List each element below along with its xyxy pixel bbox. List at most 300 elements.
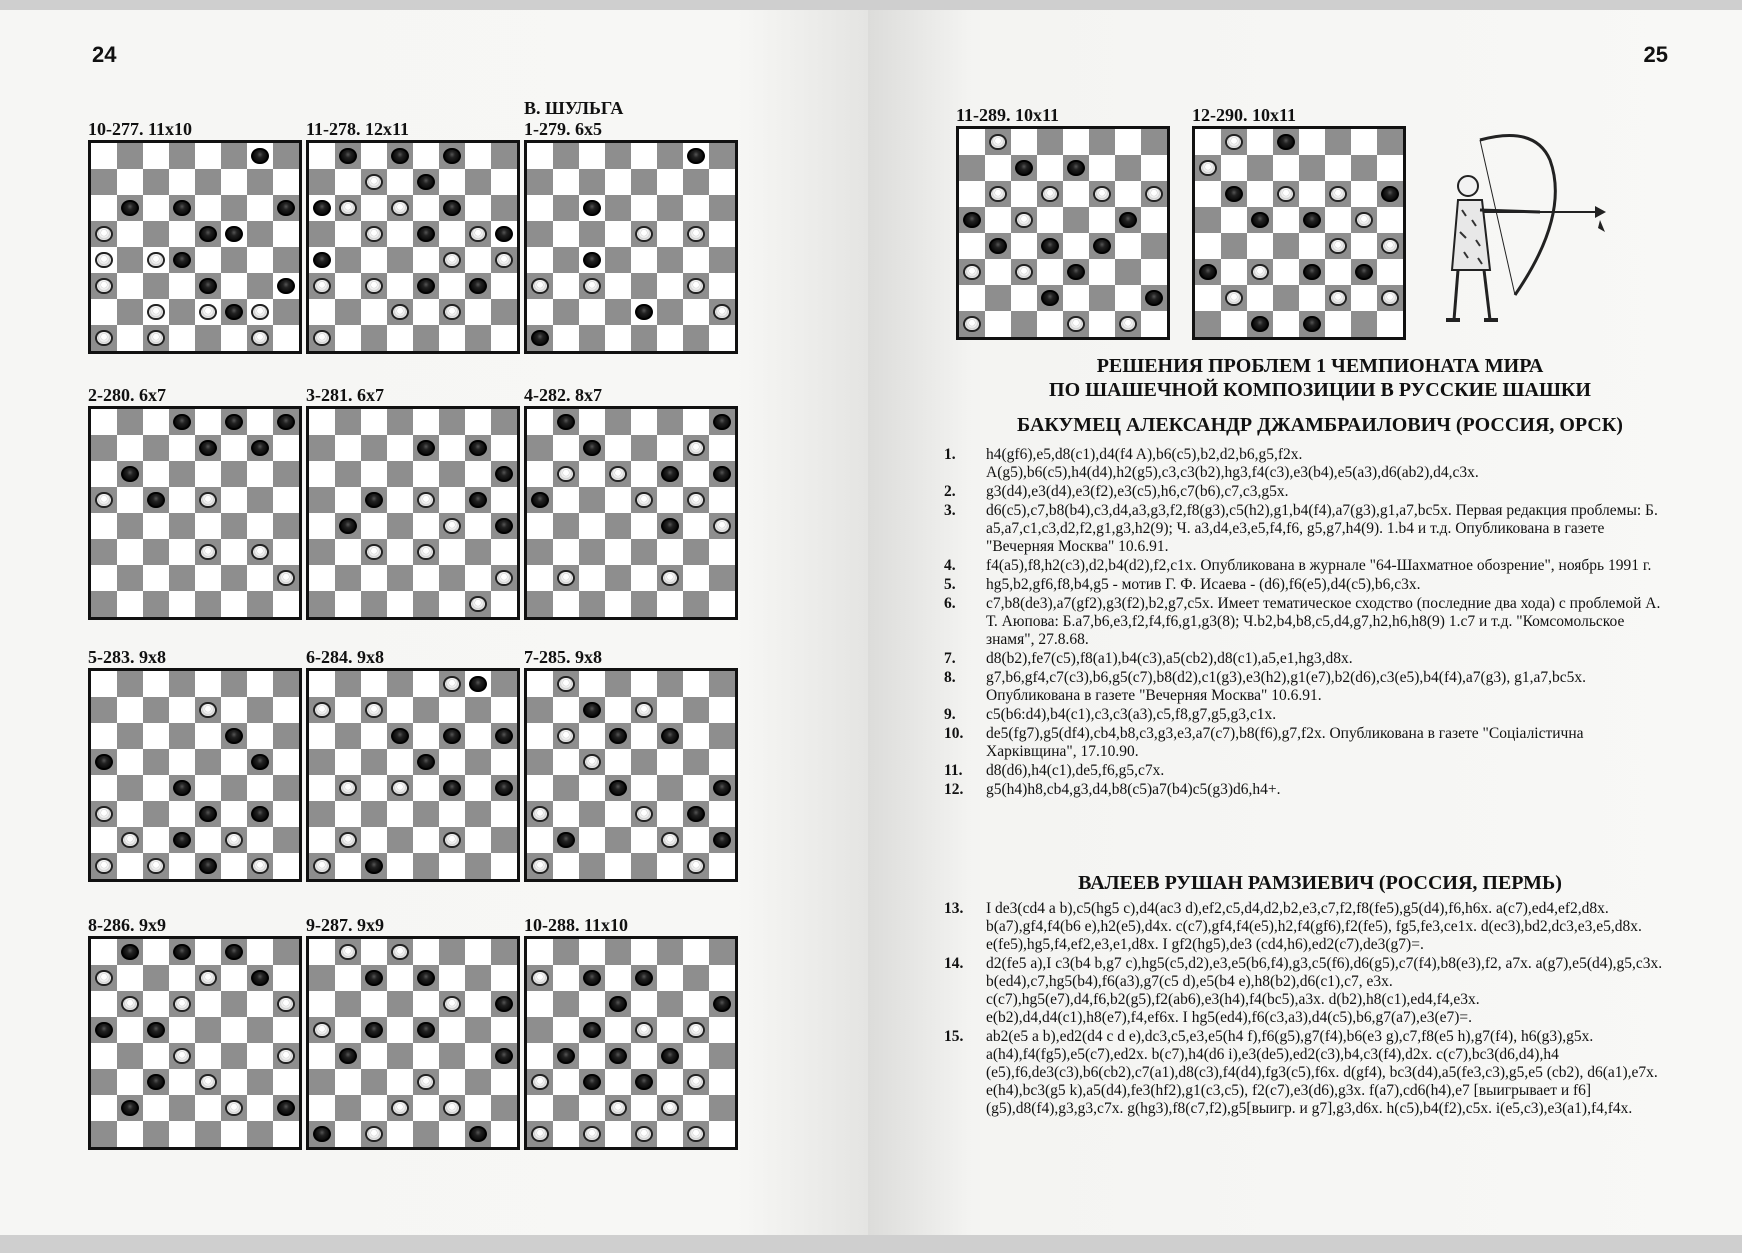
board-square: [273, 487, 299, 513]
black-checker: [121, 466, 139, 483]
board-square: [683, 565, 709, 591]
board-square: [491, 299, 517, 325]
board-square: [465, 195, 491, 221]
board-square: [195, 513, 221, 539]
board-square: [91, 1017, 117, 1043]
board-square: [309, 247, 335, 273]
board-square: [169, 697, 195, 723]
solution-entry: [944, 669, 1664, 705]
board-square: [195, 487, 221, 513]
board-square: [683, 1069, 709, 1095]
black-checker: [1251, 212, 1269, 229]
board-square: [413, 539, 439, 565]
board-square: [169, 827, 195, 853]
white-checker: [313, 858, 331, 875]
board-square: [465, 169, 491, 195]
black-checker: [225, 414, 243, 431]
white-checker: [1225, 134, 1243, 151]
board-square: [1221, 311, 1247, 337]
board-square: [683, 169, 709, 195]
board-square: [387, 461, 413, 487]
solution-text: I de3(cd4 a b),c5(hg5 c),d4(ac3 d),ef2,c5,d4,d2,b2,e3,c7,f2,f8(fe5),g5(d4),f6,h6x. a(c7),ed4,ef2,d8x. b(a7),gf4,f4(b6 e),h2(e5),d4x. c(c7),gf4,f4(e5),h2,f4(gf6),f2(fe5), fg5,fe3,ce1x. d(ec3),bd2,dc3,e3,e5,d8x. e(fe5),hg5,f4,ef2,e3,e1,d8x. I gf2(hg5),de3 (cd4,h6),ed2(c7),de3(g7)=.: [986, 900, 1642, 953]
board-square: [709, 697, 735, 723]
white-checker: [557, 466, 575, 483]
black-checker: [147, 492, 165, 509]
board-square: [553, 965, 579, 991]
board-square: [117, 1121, 143, 1147]
board-square: [579, 539, 605, 565]
board-square: [1011, 311, 1037, 337]
checkerboard: [956, 126, 1170, 340]
board-square: [1351, 155, 1377, 181]
white-checker: [443, 996, 461, 1013]
board-square: [247, 1017, 273, 1043]
board-square: [117, 697, 143, 723]
board-square: [387, 565, 413, 591]
board-square: [527, 169, 553, 195]
board-label: 5-283. 9x8: [88, 647, 166, 667]
board-square: [553, 565, 579, 591]
board-square: [491, 853, 517, 879]
board-square: [709, 513, 735, 539]
board-square: [273, 539, 299, 565]
board-square: [527, 671, 553, 697]
board-square: [605, 487, 631, 513]
board-square: [91, 939, 117, 965]
board-square: [1115, 285, 1141, 311]
board-square: [143, 697, 169, 723]
board-square: [631, 697, 657, 723]
board-square: [335, 221, 361, 247]
solution-number: 14.: [944, 955, 964, 972]
board-square: [387, 965, 413, 991]
board-square: [683, 409, 709, 435]
black-checker: [661, 728, 679, 745]
board-square: [169, 299, 195, 325]
board-square: [169, 221, 195, 247]
board-square: [465, 325, 491, 351]
black-checker: [1093, 238, 1111, 255]
board-square: [247, 409, 273, 435]
board-square: [959, 259, 985, 285]
board-square: [527, 775, 553, 801]
board-square: [657, 853, 683, 879]
board-square: [465, 1017, 491, 1043]
board-square: [1037, 233, 1063, 259]
board-square: [273, 325, 299, 351]
white-checker: [583, 1126, 601, 1143]
board-square: [387, 1095, 413, 1121]
board-square: [631, 749, 657, 775]
board-square: [413, 487, 439, 513]
white-checker: [635, 226, 653, 243]
board-square: [221, 565, 247, 591]
black-checker: [225, 728, 243, 745]
board-square: [657, 697, 683, 723]
board-square: [683, 435, 709, 461]
board-square: [683, 1121, 709, 1147]
board-square: [335, 671, 361, 697]
board-square: [309, 195, 335, 221]
checkerboard: [524, 668, 738, 882]
board-square: [1115, 259, 1141, 285]
board-square: [335, 435, 361, 461]
board-square: [335, 247, 361, 273]
board-square: [247, 697, 273, 723]
white-checker: [199, 544, 217, 561]
board-square: [273, 1017, 299, 1043]
black-checker: [1303, 212, 1321, 229]
board-square: [605, 195, 631, 221]
board-square: [361, 195, 387, 221]
solution-text: f4(a5),f8,h2(c3),d2,b4(d2),f2,c1x. Опубликована в журнале "64-Шахматное обозрение", ноябрь 1991 г.: [986, 557, 1652, 574]
board-square: [169, 1095, 195, 1121]
board-square: [169, 723, 195, 749]
white-checker: [199, 1074, 217, 1091]
board-square: [387, 1043, 413, 1069]
board-square: [309, 435, 335, 461]
black-checker: [557, 1048, 575, 1065]
white-checker: [1381, 290, 1399, 307]
white-checker: [313, 330, 331, 347]
board-square: [605, 513, 631, 539]
black-checker: [199, 806, 217, 823]
solution-number: 8.: [944, 669, 956, 686]
board-square: [247, 247, 273, 273]
board-square: [1011, 259, 1037, 285]
black-checker: [339, 1048, 357, 1065]
board-square: [709, 1017, 735, 1043]
board-square: [657, 435, 683, 461]
board-square: [247, 853, 273, 879]
board-square: [1247, 311, 1273, 337]
board-square: [631, 409, 657, 435]
black-checker: [147, 1022, 165, 1039]
board-square: [335, 991, 361, 1017]
board-square: [361, 1121, 387, 1147]
board-square: [309, 409, 335, 435]
board-square: [247, 221, 273, 247]
problem-board: [306, 646, 520, 882]
black-checker: [713, 414, 731, 431]
board-square: [631, 1043, 657, 1069]
board-square: [247, 723, 273, 749]
board-square: [579, 169, 605, 195]
board-square: [1089, 233, 1115, 259]
board-square: [439, 513, 465, 539]
board-square: [491, 991, 517, 1017]
board-square: [221, 723, 247, 749]
board-square: [195, 1069, 221, 1095]
board-square: [709, 827, 735, 853]
board-square: [221, 1069, 247, 1095]
white-checker: [173, 996, 191, 1013]
board-square: [683, 539, 709, 565]
board-square: [247, 801, 273, 827]
board-square: [579, 487, 605, 513]
board-square: [553, 801, 579, 827]
board-square: [387, 247, 413, 273]
board-square: [91, 221, 117, 247]
board-square: [553, 169, 579, 195]
white-checker: [339, 944, 357, 961]
black-checker: [277, 1100, 295, 1117]
board-square: [1063, 311, 1089, 337]
white-checker: [531, 806, 549, 823]
board-square: [1011, 181, 1037, 207]
board-square: [631, 435, 657, 461]
board-square: [683, 1017, 709, 1043]
board-square: [273, 461, 299, 487]
white-checker: [661, 1100, 679, 1117]
board-square: [247, 775, 273, 801]
board-square: [709, 591, 735, 617]
board-square: [1299, 259, 1325, 285]
board-square: [657, 1121, 683, 1147]
page-number-right: 25: [1643, 42, 1668, 67]
board-square: [465, 513, 491, 539]
board-square: [553, 461, 579, 487]
board-square: [247, 591, 273, 617]
board-square: [527, 539, 553, 565]
black-checker: [225, 226, 243, 243]
board-square: [631, 1069, 657, 1095]
board-square: [439, 671, 465, 697]
board-square: [91, 723, 117, 749]
board-square: [91, 143, 117, 169]
black-checker: [173, 780, 191, 797]
black-checker: [635, 304, 653, 321]
checkerboard: [306, 668, 520, 882]
board-square: [1351, 311, 1377, 337]
board-square: [273, 195, 299, 221]
white-checker: [95, 226, 113, 243]
board-square: [605, 591, 631, 617]
white-checker: [963, 316, 981, 333]
board-square: [117, 273, 143, 299]
board-square: [579, 749, 605, 775]
board-square: [91, 513, 117, 539]
board-square: [527, 853, 553, 879]
solution-number: 5.: [944, 576, 956, 593]
board-square: [631, 591, 657, 617]
board-square: [657, 1095, 683, 1121]
board-square: [553, 325, 579, 351]
board-square: [169, 853, 195, 879]
board-square: [273, 749, 299, 775]
board-square: [631, 801, 657, 827]
white-checker: [1067, 316, 1085, 333]
white-checker: [277, 996, 295, 1013]
black-checker: [417, 174, 435, 191]
solution-text: g5(h4)h8,cb4,g3,d4,b8(c5)a7(b4)c5(g3)d6,h4+.: [986, 781, 1281, 798]
board-square: [683, 247, 709, 273]
board-square: [553, 1121, 579, 1147]
board-square: [553, 299, 579, 325]
board-square: [683, 325, 709, 351]
board-square: [195, 539, 221, 565]
white-checker: [1381, 238, 1399, 255]
board-square: [683, 273, 709, 299]
board-square: [439, 195, 465, 221]
board-square: [361, 247, 387, 273]
solution-entry: [944, 955, 1664, 1027]
black-checker: [95, 754, 113, 771]
board-square: [143, 723, 169, 749]
board-square: [631, 965, 657, 991]
board-square: [247, 1069, 273, 1095]
board-square: [657, 299, 683, 325]
board-square: [657, 169, 683, 195]
white-checker: [687, 858, 705, 875]
board-square: [169, 591, 195, 617]
board-square: [959, 207, 985, 233]
white-checker: [583, 754, 601, 771]
board-square: [439, 1121, 465, 1147]
white-checker: [199, 304, 217, 321]
board-square: [465, 827, 491, 853]
black-checker: [1225, 186, 1243, 203]
white-checker: [635, 1022, 653, 1039]
board-square: [361, 1095, 387, 1121]
board-square: [91, 247, 117, 273]
board-square: [709, 195, 735, 221]
board-square: [657, 671, 683, 697]
board-square: [491, 697, 517, 723]
board-square: [335, 801, 361, 827]
black-checker: [251, 148, 269, 165]
board-square: [361, 325, 387, 351]
black-checker: [1381, 186, 1399, 203]
board-square: [1325, 233, 1351, 259]
board-square: [413, 775, 439, 801]
board-square: [709, 461, 735, 487]
board-square: [709, 723, 735, 749]
board-square: [221, 409, 247, 435]
black-checker: [469, 676, 487, 693]
white-checker: [147, 252, 165, 269]
board-label: 10-277. 11x10: [88, 119, 193, 139]
board-square: [247, 435, 273, 461]
black-checker: [495, 780, 513, 797]
board-square: [195, 273, 221, 299]
board-square: [527, 749, 553, 775]
problem-board: [88, 384, 302, 620]
board-square: [1377, 285, 1403, 311]
board-square: [491, 591, 517, 617]
board-square: [247, 565, 273, 591]
board-square: [553, 1017, 579, 1043]
black-checker: [583, 200, 601, 217]
page-number-left: 24: [92, 42, 117, 67]
board-square: [309, 461, 335, 487]
board-square: [143, 461, 169, 487]
checkerboard: [524, 140, 738, 354]
board-square: [309, 539, 335, 565]
white-checker: [417, 492, 435, 509]
white-checker: [989, 186, 1007, 203]
white-checker: [95, 858, 113, 875]
board-square: [985, 311, 1011, 337]
board-square: [491, 513, 517, 539]
board-square: [273, 409, 299, 435]
board-square: [1325, 129, 1351, 155]
black-checker: [173, 252, 191, 269]
board-square: [959, 311, 985, 337]
board-square: [527, 591, 553, 617]
board-square: [631, 461, 657, 487]
board-square: [683, 591, 709, 617]
board-square: [309, 965, 335, 991]
board-square: [709, 671, 735, 697]
board-square: [527, 801, 553, 827]
board-square: [195, 697, 221, 723]
board-square: [657, 195, 683, 221]
board-square: [579, 775, 605, 801]
problem-board: [524, 646, 738, 882]
white-checker: [557, 676, 575, 693]
board-square: [1221, 285, 1247, 311]
board-square: [1351, 233, 1377, 259]
board-square: [527, 513, 553, 539]
board-square: [683, 827, 709, 853]
board-square: [143, 801, 169, 827]
black-checker: [225, 944, 243, 961]
black-checker: [339, 518, 357, 535]
board-square: [361, 299, 387, 325]
board-square: [143, 325, 169, 351]
board-square: [527, 273, 553, 299]
board-square: [527, 409, 553, 435]
board-square: [579, 435, 605, 461]
board-square: [709, 1121, 735, 1147]
board-square: [605, 247, 631, 273]
board-square: [683, 487, 709, 513]
white-checker: [713, 518, 731, 535]
board-square: [553, 513, 579, 539]
board-square: [683, 1095, 709, 1121]
board-square: [413, 1095, 439, 1121]
board-square: [465, 697, 491, 723]
author-heading-1: БАКУМЕЦ АЛЕКСАНДР ДЖАМБРАИЛОВИЧ (РОССИЯ, ОРСК): [1017, 414, 1623, 436]
board-square: [413, 749, 439, 775]
board-square: [361, 853, 387, 879]
board-square: [465, 487, 491, 513]
board-square: [335, 827, 361, 853]
board-square: [491, 461, 517, 487]
board-square: [143, 539, 169, 565]
board-square: [439, 435, 465, 461]
board-square: [527, 461, 553, 487]
problem-board: [306, 914, 520, 1150]
solution-entry: [944, 762, 1664, 780]
solution-text: d8(d6),h4(c1),de5,f6,g5,c7x.: [986, 762, 1165, 779]
board-square: [683, 853, 709, 879]
white-checker: [365, 226, 383, 243]
black-checker: [1041, 290, 1059, 307]
board-square: [465, 853, 491, 879]
board-square: [1141, 311, 1167, 337]
board-square: [465, 775, 491, 801]
board-square: [361, 991, 387, 1017]
board-square: [527, 1043, 553, 1069]
board-square: [195, 991, 221, 1017]
board-square: [247, 965, 273, 991]
solutions-heading: [930, 354, 1710, 402]
board-square: [465, 143, 491, 169]
board-square: [361, 1069, 387, 1095]
black-checker: [583, 252, 601, 269]
